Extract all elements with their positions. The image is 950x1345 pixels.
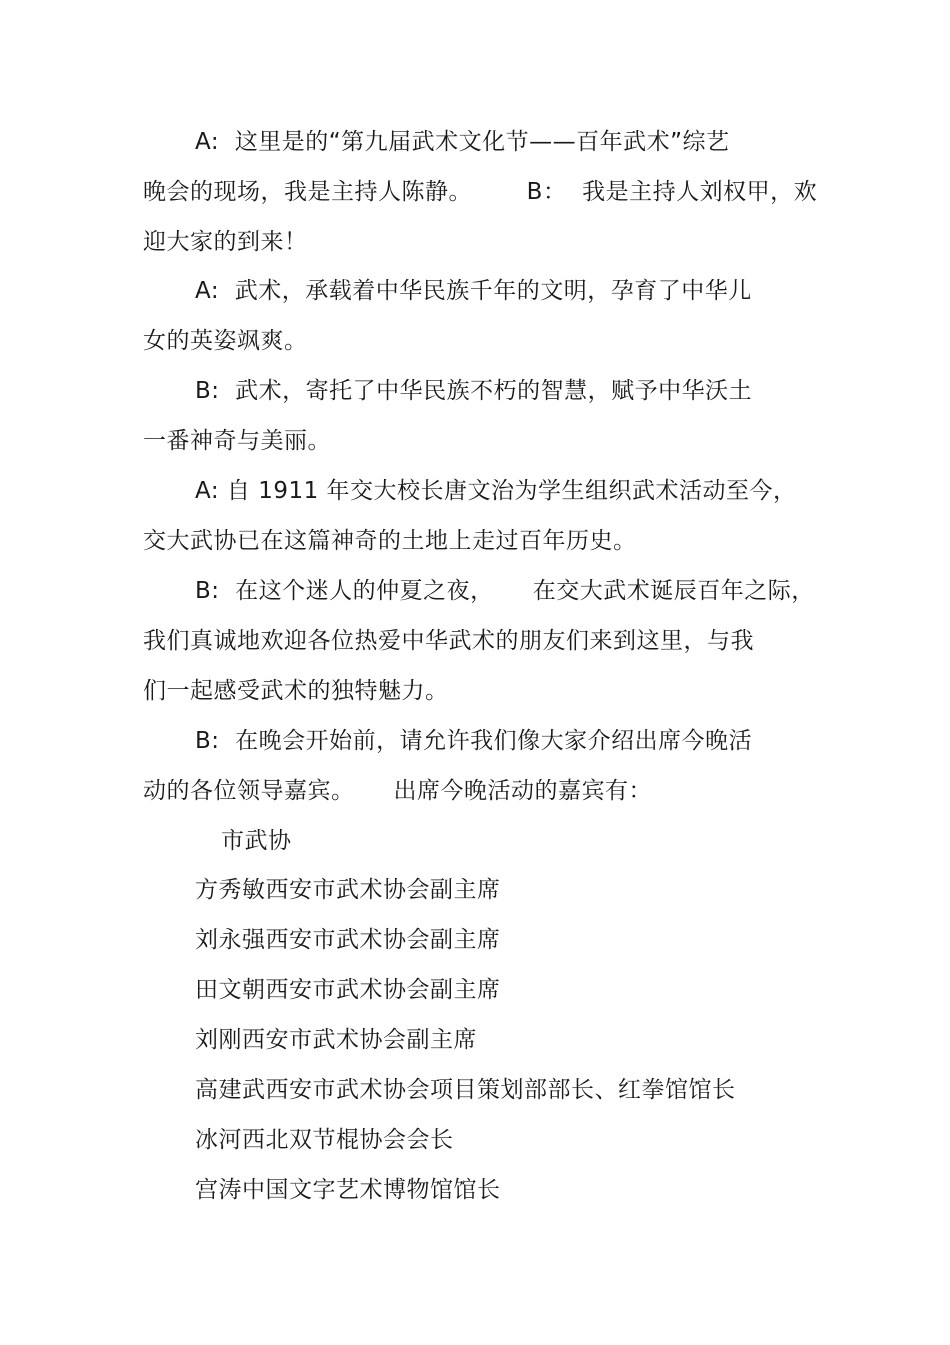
paragraph-line: A: 武术，承载着中华民族千年的文明，孕育了中华儿 (195, 278, 752, 304)
paragraph-line: 迎大家的到来！ (143, 229, 308, 255)
guest-list-item: 宫涛中国文字艺术博物馆馆长 (195, 1177, 501, 1203)
paragraph-line: 一番神奇与美丽。 (143, 428, 331, 454)
guest-list-item: 方秀敏西安市武术协会副主席 (195, 877, 501, 903)
paragraph-line: A: 自 1911 年交大校长唐文治为学生组织武术活动至今， (195, 478, 797, 504)
guest-list-item: 田文朝西安市武术协会副主席 (195, 977, 501, 1003)
guest-list-item: 刘永强西安市武术协会副主席 (195, 927, 501, 953)
paragraph-line: A: 这里是的“第九届武术文化节——百年武术”综艺 (195, 129, 730, 155)
paragraph-line: 晚会的现场，我是主持人陈静。 B： 我是主持人刘权甲，欢 (143, 179, 818, 205)
guest-list-item: 冰河西北双节棍协会会长 (195, 1127, 454, 1153)
paragraph-line: 我们真诚地欢迎各位热爱中华武术的朋友们来到这里，与我 (143, 628, 754, 654)
paragraph-line: B: 在晚会开始前，请允许我们像大家介绍出席今晚活 (195, 728, 753, 754)
guest-list-item: 刘刚西安市武术协会副主席 (195, 1027, 477, 1053)
guest-list-item: 高建武西安市武术协会项目策划部部长、红拳馆馆长 (195, 1077, 736, 1103)
paragraph-line: 女的英姿飒爽。 (143, 328, 308, 354)
paragraph-line: B: 武术，寄托了中华民族不朽的智慧，赋予中华沃土 (195, 378, 753, 404)
paragraph-line: 动的各位领导嘉宾。 出席今晚活动的嘉宾有： (143, 778, 653, 804)
paragraph-line: B: 在这个迷人的仲夏之夜， 在交大武术诞辰百年之际， (195, 578, 815, 604)
paragraph-line: 们一起感受武术的独特魅力。 (143, 678, 449, 704)
guest-group-heading: 市武协 (221, 828, 292, 854)
paragraph-line: 交大武协已在这篇神奇的土地上走过百年历史。 (143, 528, 637, 554)
